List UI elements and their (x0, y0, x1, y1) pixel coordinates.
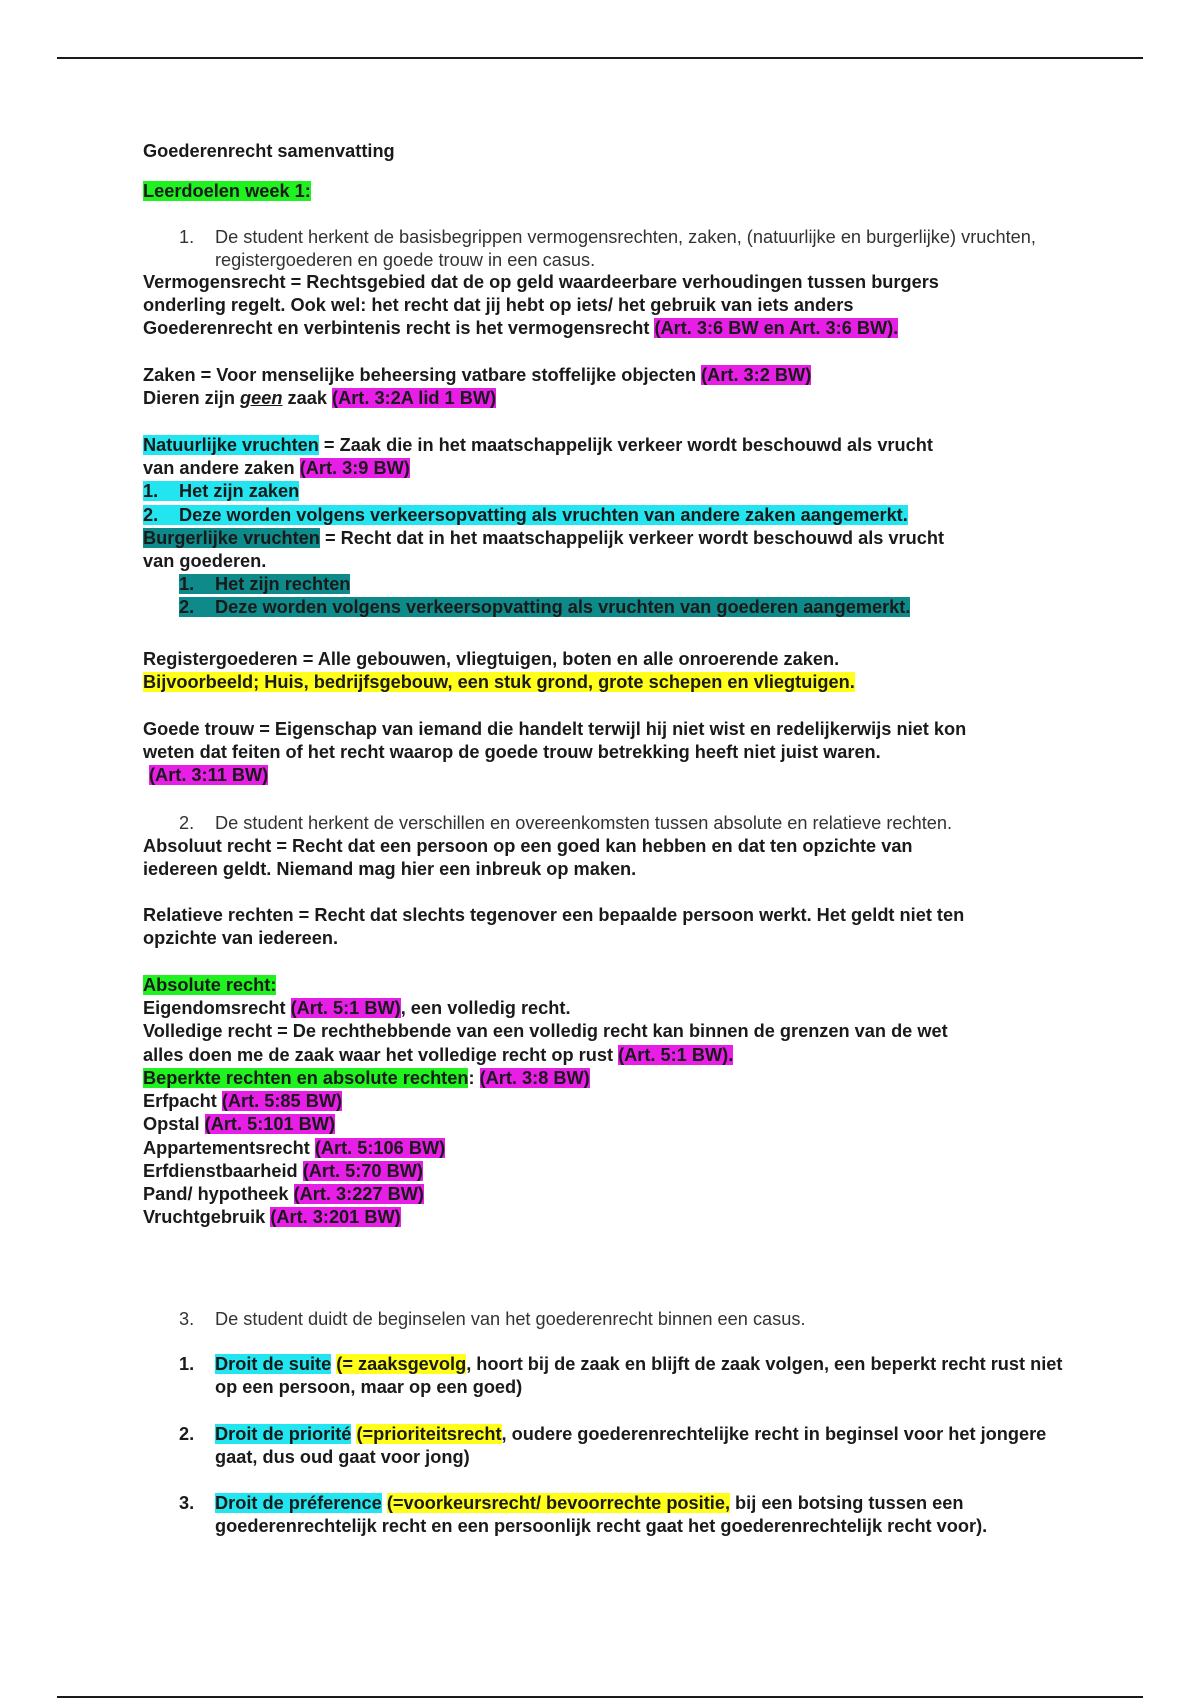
beperkt-recht-name: Erfpacht (143, 1091, 222, 1112)
goal-1 (143, 226, 1073, 272)
eigendomsrecht-text: Eigendomsrecht (143, 998, 291, 1019)
beginsel-1-alt: (= zaaksgevolg (336, 1354, 467, 1374)
goal-3 (143, 1308, 1073, 1331)
goal-1-number: 1. (179, 227, 195, 247)
beginsel-2-rest: , oudere goederenrechtelijke recht in beginsel voor het jongere gaat, dus oud gaat voor jong) (215, 1424, 1047, 1468)
week-heading-text: Leerdoelen week 1: (143, 181, 311, 201)
beperkt-recht-name: Pand/ hypotheek (143, 1184, 294, 1205)
goal-3-number: 3. (179, 1309, 195, 1329)
beginsel-2-text (215, 1423, 1073, 1469)
registergoederen-example-line (143, 671, 1073, 694)
beperkt-recht-article: (Art. 5:106 BW) (314, 1137, 446, 1158)
volledige-recht-text-2: alles doen me de zaak waar het volledige recht op rust (143, 1044, 619, 1065)
burgerlijke-item-1 (143, 573, 1073, 596)
beperkt-recht-article: (Art. 5:85 BW) (221, 1091, 343, 1112)
absolute-recht-heading-line (143, 974, 1073, 997)
burgerlijke-item-2-text (179, 597, 910, 617)
absoluut-definition (143, 835, 1073, 881)
top-rule (57, 57, 1143, 59)
relatief-line-1: Relatieve rechten = Recht dat slechts tegenover een bepaalde persoon werkt. Het geldt niet ten (143, 905, 965, 925)
eigendomsrecht-post: , een volledig recht. (400, 998, 571, 1019)
eigendomsrecht-article: (Art. 5:1 BW) (290, 998, 401, 1019)
beperkt-recht-name: Erfdienstbaarheid (143, 1160, 303, 1181)
goede-trouw-article-line (143, 764, 1073, 787)
beperkte-colon: : (468, 1068, 480, 1088)
vermogensrecht-line-3-text: Goederenrecht en verbintenis recht is het vermogensrecht (143, 318, 655, 339)
natuurlijke-line-1 (143, 434, 1073, 457)
zaken-definition (143, 364, 1073, 410)
burgerlijke-line-2: van goederen. (143, 551, 267, 572)
zaken-line (143, 364, 1073, 387)
goede-trouw-line-1: Goede trouw = Eigenschap van iemand die handelt terwijl hij niet wist en redelijkerwijs niet kon (143, 719, 967, 739)
beginsel-1-text (215, 1353, 1073, 1399)
natuurlijke-item-2 (143, 504, 1073, 527)
beginsel-1 (143, 1353, 1073, 1399)
natuurlijke-text-2: van andere zaken (143, 458, 300, 479)
dieren-post: zaak (282, 388, 333, 409)
beperkt-recht-name: Appartementsrecht (143, 1137, 315, 1158)
beperkt-recht-item (143, 1183, 1073, 1206)
burgerlijke-item-2-number: 2. (179, 597, 195, 618)
beginsel-3-rest: bij een botsing tussen een goederenrechtelijk recht en een persoonlijk recht gaat het goederenrechtelijk recht voor). (215, 1493, 988, 1537)
beginsel-3-text (215, 1492, 1073, 1538)
beginsel-2-number: 2. (179, 1424, 195, 1444)
goal-2 (143, 812, 1073, 835)
beperkte-heading: Beperkte rechten en absolute rechten (143, 1068, 469, 1088)
page-title: Goederenrecht samenvatting (143, 141, 395, 161)
beperkte-article: (Art. 3:8 BW) (479, 1068, 590, 1088)
natuurlijke-article: (Art. 3:9 BW) (299, 458, 410, 479)
beperkt-recht-item (143, 1206, 1073, 1229)
absoluut-line-1: Absoluut recht = Recht dat een persoon op een goed kan hebben en dat ten opzichte van (143, 836, 913, 856)
beperkte-rechten-section (143, 1067, 1073, 1229)
goal-2-text: De student herkent de verschillen en overeenkomsten tussen absolute en relatieve rechten. (215, 813, 953, 833)
beginsel-2-alt: (=prioriteitsrecht (356, 1424, 502, 1444)
natuurlijke-text-1: = Zaak die in het maatschappelijk verkeer wordt beschouwd als vrucht (318, 435, 933, 455)
beginsel-3 (143, 1492, 1073, 1538)
eigendomsrecht-line (143, 997, 1073, 1020)
volledige-recht-article: (Art. 5:1 BW). (618, 1044, 734, 1065)
natuurlijke-item-2-number: 2. (143, 504, 159, 525)
beperkt-recht-name: Vruchtgebruik (143, 1207, 271, 1228)
goede-trouw-definition (143, 718, 1073, 788)
beginsel-1-number: 1. (179, 1354, 195, 1374)
volledige-recht-line-2 (143, 1044, 1073, 1067)
zaken-text: Zaken = Voor menselijke beheersing vatbare stoffelijke objecten (143, 365, 702, 385)
beginsel-3-term: Droit de préference (215, 1493, 382, 1513)
natuurlijke-term: Natuurlijke vruchten (143, 435, 319, 455)
vermogensrecht-line-3 (143, 317, 1073, 340)
registergoederen-definition (143, 648, 1073, 694)
vermogensrecht-line-2: onderling regelt. Ook wel: het recht dat jij hebt op iets/ het gebruik van iets anders (143, 295, 854, 316)
dieren-article: (Art. 3:2A lid 1 BW) (332, 388, 497, 409)
burgerlijke-item-1-label: Het zijn rechten (215, 574, 351, 595)
beperkt-recht-article: (Art. 3:201 BW) (270, 1207, 401, 1228)
burgerlijke-text-1: = Recht dat in het maatschappelijk verkeer wordt beschouwd als vrucht (319, 527, 945, 548)
beperkte-heading-line (143, 1067, 1073, 1090)
vermogensrecht-article: (Art. 3:6 BW en Art. 3:6 BW). (654, 318, 899, 339)
absolute-recht-section (143, 974, 1073, 1067)
beginsel-1-rest: , hoort bij de zaak en blijft de zaak volgen, een beperkt recht rust niet op een persoon, maar op een goed) (215, 1354, 1063, 1398)
dieren-emphasis: geen (240, 388, 283, 409)
beperkt-recht-item (143, 1137, 1073, 1160)
vermogensrecht-line-1: Vermogensrecht = Rechtsgebied dat de op geld waardeerbare verhoudingen tussen burgers (143, 272, 939, 292)
burgerlijke-term: Burgerlijke vruchten (143, 527, 320, 548)
natuurlijke-item-1-text (143, 481, 299, 501)
beginsel-3-alt: (=voorkeursrecht/ bevoorrechte positie, (386, 1493, 730, 1513)
absolute-recht-heading: Absolute recht: (143, 975, 277, 995)
beginsel-3-number: 3. (179, 1493, 195, 1513)
beperkt-recht-article: (Art. 3:227 BW) (293, 1184, 424, 1205)
natuurlijke-item-1-label: Het zijn zaken (179, 481, 300, 502)
relatief-line-2: opzichte van iedereen. (143, 928, 339, 949)
bottom-rule (57, 1696, 1143, 1698)
beperkt-recht-item (143, 1113, 1073, 1136)
natuurlijke-line-2 (143, 457, 1073, 480)
beginsel-2 (143, 1423, 1073, 1469)
beginsel-2-term: Droit de priorité (215, 1424, 352, 1444)
burgerlijke-item-1-number: 1. (179, 574, 195, 595)
beperkt-recht-item (143, 1090, 1073, 1113)
zaken-article: (Art. 3:2 BW) (701, 365, 812, 385)
goal-2-number: 2. (179, 813, 195, 833)
burgerlijke-item-2 (143, 596, 1073, 619)
beperkt-recht-name: Opstal (143, 1114, 205, 1135)
burgerlijke-item-2-label: Deze worden volgens verkeersopvatting als vruchten van goederen aangemerkt. (215, 597, 911, 618)
natuurlijke-item-2-text (143, 505, 908, 525)
goal-1-text: De student herkent de basisbegrippen vermogensrechten, zaken, (natuurlijke en burgerlijke) vruchten, registergoederen en goede trouw in een casus. (215, 227, 1036, 271)
week-heading (143, 180, 1073, 203)
beperkt-recht-item (143, 1160, 1073, 1183)
natuurlijke-item-2-label: Deze worden volgens verkeersopvatting als vruchten van andere zaken aangemerkt. (179, 504, 908, 525)
beginsel-1-term: Droit de suite (215, 1354, 332, 1374)
goede-trouw-article: (Art. 3:11 BW) (149, 765, 269, 786)
vermogensrecht-definition (143, 271, 1073, 341)
goede-trouw-line-2: weten dat feiten of het recht waarop de goede trouw betrekking heeft niet juist waren. (143, 742, 881, 763)
dieren-line (143, 387, 1073, 410)
registergoederen-line: Registergoederen = Alle gebouwen, vliegtuigen, boten en alle onroerende zaken. (143, 649, 840, 669)
natuurlijke-item-1-number: 1. (143, 481, 159, 502)
burgerlijke-line-1 (143, 527, 1073, 550)
relatief-definition (143, 904, 1073, 950)
beperkt-recht-article: (Art. 5:101 BW) (204, 1114, 336, 1135)
absoluut-line-2: iedereen geldt. Niemand mag hier een inbreuk op maken. (143, 859, 637, 880)
vruchten-section (143, 434, 1073, 620)
volledige-recht-line-1: Volledige recht = De rechthebbende van een volledig recht kan binnen de grenzen van de wet (143, 1021, 948, 1042)
burgerlijke-item-1-text (179, 574, 350, 594)
natuurlijke-item-1 (143, 480, 1073, 503)
dieren-pre: Dieren zijn (143, 388, 241, 409)
registergoederen-example: Bijvoorbeeld; Huis, bedrijfsgebouw, een stuk grond, grote schepen en vliegtuigen. (143, 672, 855, 693)
beperkt-recht-article: (Art. 5:70 BW) (302, 1160, 423, 1181)
goal-3-text: De student duidt de beginselen van het goederenrecht binnen een casus. (215, 1309, 806, 1329)
